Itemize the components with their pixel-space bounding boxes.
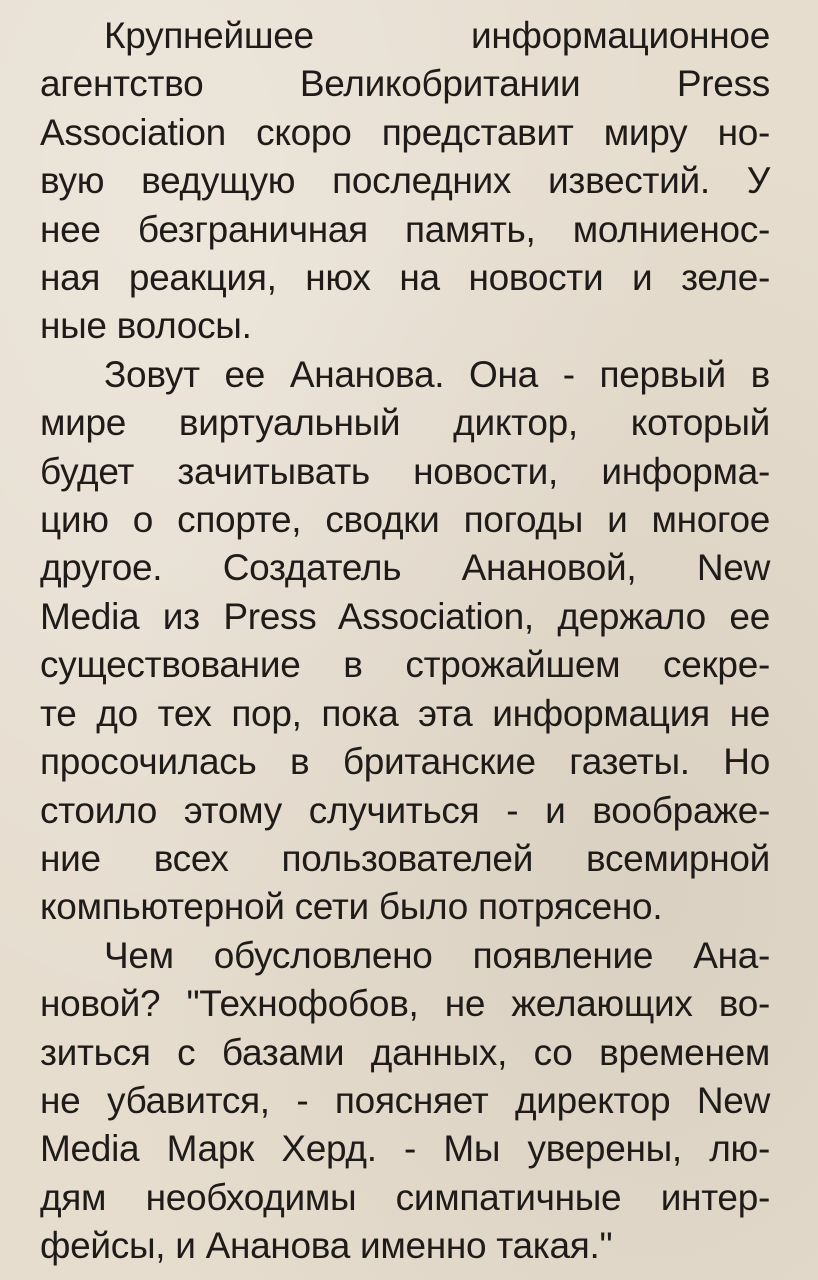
text-line: будет зачитывать новости, информа- — [40, 450, 770, 492]
text-line: новой? "Технофобов, не желающих во- — [40, 983, 770, 1025]
paragraph-2 — [40, 351, 770, 932]
text-line: мире виртуальный диктор, который — [40, 402, 770, 444]
text-line: нее безграничная память, молниенос- — [40, 208, 770, 250]
article-text — [40, 12, 770, 1271]
text-line: зиться с базами данных, со временем — [40, 1031, 770, 1073]
text-line: другое. Создатель Анановой, New — [40, 547, 770, 589]
text-line: ние всех пользователей всемирной — [40, 837, 770, 879]
text-line: фейсы, и Ананова именно такая." — [40, 1225, 613, 1267]
text-line: не убавится, - поясняет директор New — [40, 1079, 770, 1121]
text-line: Чем обусловлено появление Ана- — [104, 934, 770, 976]
text-line: просочилась в британские газеты. Но — [40, 741, 770, 783]
text-line: стоило этому случиться - и воображе- — [40, 789, 770, 831]
text-line: существование в строжайшем секре- — [40, 644, 770, 686]
text-line: Media Марк Херд. - Мы уверены, лю- — [40, 1128, 770, 1170]
text-line: Крупнейшее информационное — [104, 15, 770, 56]
paragraph-1 — [40, 12, 770, 351]
text-line: цию о спорте, сводки погоды и многое — [40, 499, 770, 541]
text-line: Зовут ее Ананова. Она - первый в — [104, 353, 770, 395]
text-line: Media из Press Association, держало ее — [40, 595, 770, 637]
text-line: те до тех пор, пока эта информация не — [40, 692, 770, 734]
text-line: дям необходимы симпатичные интер- — [40, 1176, 770, 1218]
text-line: агентство Великобритании Press — [40, 63, 770, 105]
text-line: вую ведущую последних известий. У — [40, 160, 770, 202]
text-line: ные волосы. — [40, 305, 252, 347]
text-line: Association скоро представит миру но- — [40, 111, 770, 153]
paragraph-3 — [40, 932, 770, 1271]
text-line: компьютерной сети было потрясено. — [40, 886, 663, 928]
text-line: ная реакция, нюх на новости и зеле- — [40, 257, 770, 299]
